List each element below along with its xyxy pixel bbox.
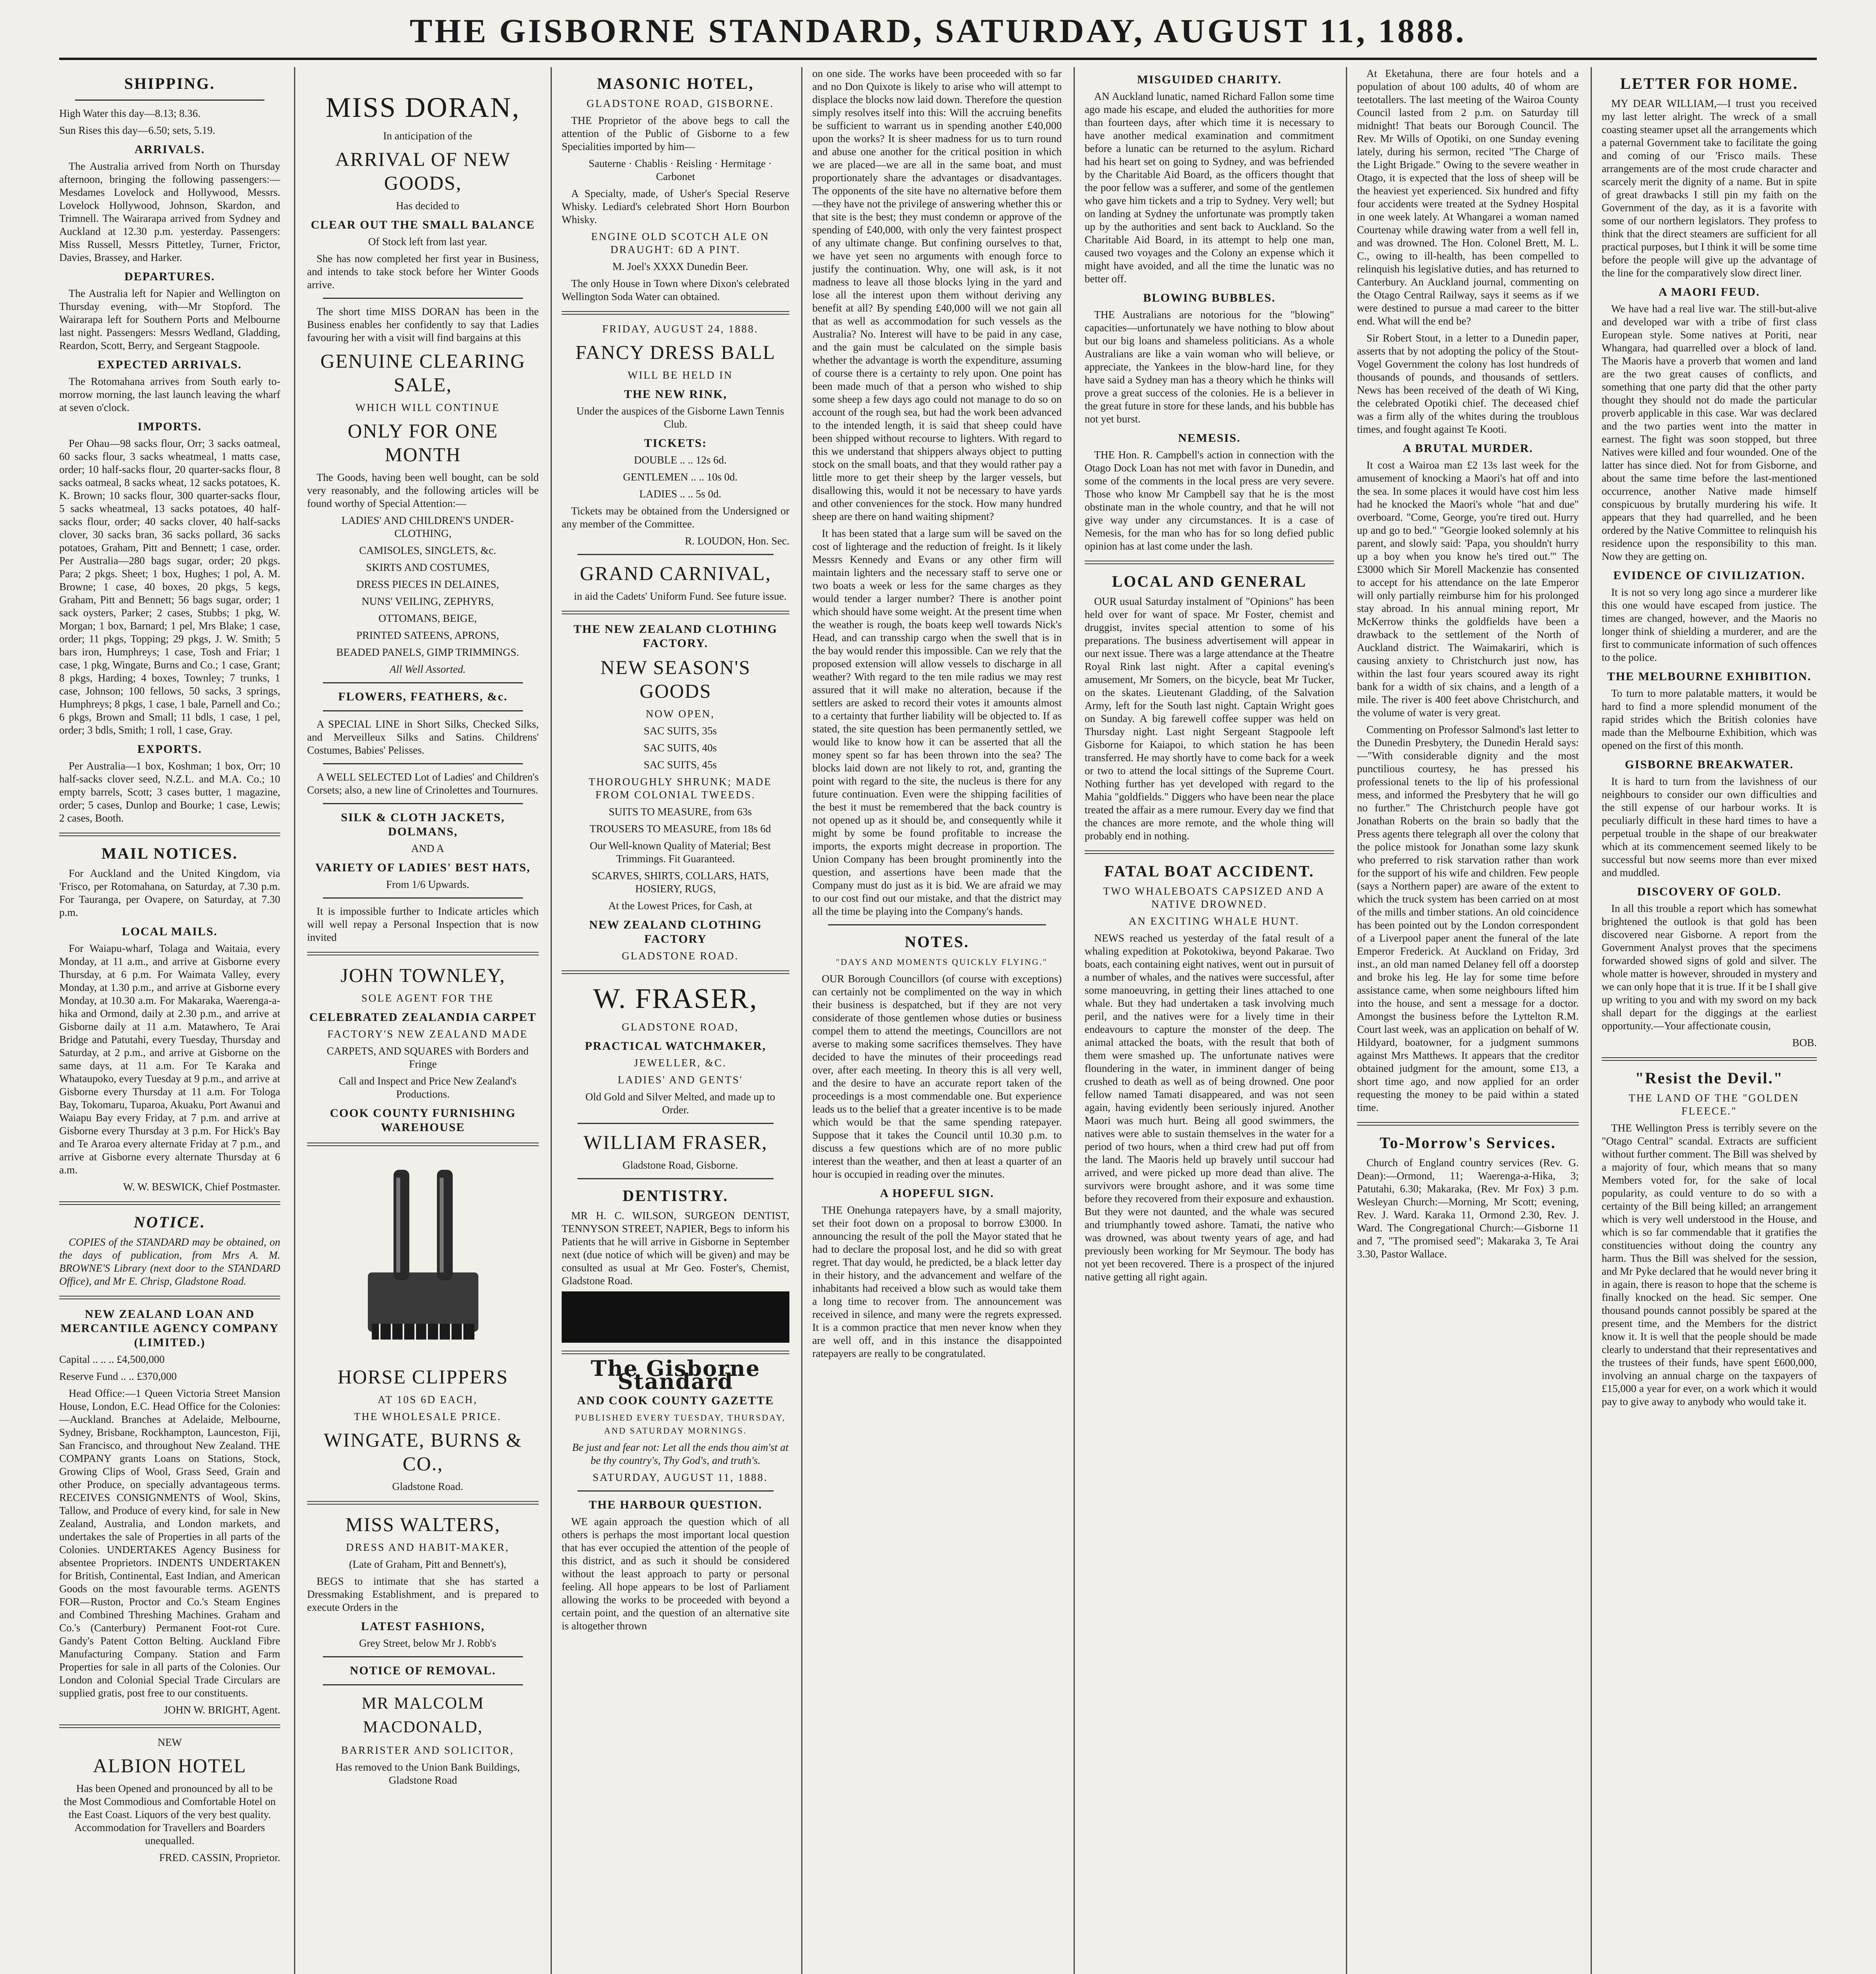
- postmaster-signature: W. W. BESWICK, Chief Postmaster.: [123, 1181, 280, 1193]
- trousers-line: TROUSERS TO MEASURE, from 18s 6d: [589, 823, 771, 835]
- masonic-text: THE Proprietor of the above begs to call the attention of the Public of Gisborne to a few Specialities imported by him—: [562, 114, 789, 152]
- item: DRESS PIECES IN DELAINES,: [356, 578, 499, 590]
- item: LADIES' AND CHILDREN'S UNDER-CLOTHING,: [341, 514, 514, 539]
- bright-signature: JOHN W. BRIGHT, Agent.: [163, 1704, 280, 1716]
- horse-price: AT 10S 6D EACH,: [377, 1394, 478, 1405]
- tweeds-line: THOROUGHLY SHRUNK; MADE FROM COLONIAL TWEEDS.: [588, 776, 772, 801]
- breakwater-text: It is hard to turn from the lavishness of our neighbours to consider our own difficulties and the still expense of our harbour works. It is peculiarly difficult in these hard times to have a perpetual trouble in the shape of our breakwater which at its commencement seemed likely to be successful but now seems more than ever mixed and muddled.: [1602, 775, 1817, 878]
- masonic-text: A Specialty, made, of Usher's Special Reserve Whisky. Lediard's celebrated Short Horn Bourbon Whisky.: [562, 188, 789, 225]
- divider: [577, 554, 774, 555]
- nzcf-heading: NEW ZEALAND CLOTHING FACTORY: [589, 918, 762, 946]
- bubbles-text: THE Australians are notorious for the "blowing" capacities—unfortunately we have nothing to blow about but our big loans and shameless politicians. As a whole Australians are like a vain woman who will believe, or appreciate, the Yankees in the blow-hard line, for they have said a Sydney man has a theory which he thinks will prove a great success of the colonies. He is a believer in the great future in store for these lands, and his bubble has not yet burst.: [1085, 309, 1334, 425]
- ball-line: WILL BE HELD IN: [628, 369, 733, 381]
- column-2: [294, 67, 539, 1974]
- walters-fashions: LATEST FASHIONS,: [361, 1620, 485, 1633]
- divider: [59, 1296, 280, 1299]
- loudon-signature: R. LOUDON, Hon. Sec.: [685, 535, 789, 547]
- doran-line: Of Stock left from last year.: [368, 236, 487, 248]
- divider: [1602, 1057, 1817, 1061]
- wine-list: Sauterne · Chablis · Reisling · Hermitage · Carbonet: [588, 158, 772, 182]
- divider: [562, 970, 789, 974]
- local-mails-text: For Waiapu-wharf, Tolaga and Waitaia, every Monday, at 11 a.m., and arrive at Gisborne every Thursday, at 6 p.m. For Waimata Valley, every Monday, at 1.30 p.m., and arrive at Gisborne every Monday, at 10.30 a.m. For Makaraka, Waerenga-a-hika and Ormond, daily at 2.30 p.m., and arrive at Gisborne daily at 11 a.m. Matawhero, Te Arai Bridge and Patutahi, every Tuesday, Thursday and Saturday, at 2 p.m., and arrive at Gisborne on the same days, at 11 a.m. For Te Karaka and Whataupoko, every Tuesday at 9 p.m., and arrive at Gisborne every Thursday at 11 a.m. For Tologa Bay, Tokomaru, Tuparoa, Akuaku, Port Awanui and Waiapu Bay every Friday, at 7 p.m. and arrive at Gisborne every Thursday at 3 p.m. For Hick's Bay and Te Araroa every alternate Friday at 7 p.m., and arrive at Gisborne every alternate Thursday at 6 a.m.: [59, 942, 280, 1176]
- fraser-heading: W. FRASER,: [593, 983, 758, 1014]
- devil-subheading: THE LAND OF THE "GOLDEN FLEECE.": [1629, 1092, 1799, 1117]
- column-3: [551, 67, 789, 1974]
- item: PRINTED SATEENS, APRONS,: [356, 629, 499, 641]
- townley-heading: JOHN TOWNLEY,: [340, 964, 506, 986]
- doran-text: She has now completed her first year in Business, and intends to take stock before her Winter Goods arrive.: [307, 253, 539, 291]
- letter-heading: LETTER FOR HOME.: [1620, 75, 1799, 92]
- divider: [59, 833, 280, 836]
- gold-text: In all this trouble a report which has somewhat brightened the outlook is that gold has been discovered near Gisborne. A report from the Government Analyst proves that the specimens forwarded showed signs of gold and silver. The whole matter is however, shrouded in mystery and we can only hope that it is true. If it be I shall give up writing to you and with my sword on my back shall depart for the diggings at the earliest opportunity.—Your affectionate cousin,: [1602, 903, 1817, 1032]
- divider: [828, 924, 1046, 925]
- item: SKIRTS AND COSTUMES,: [366, 561, 489, 573]
- published-line: PUBLISHED EVERY TUESDAY, THURSDAY, AND SATURDAY MORNINGS.: [575, 1413, 786, 1435]
- exports-text: Per Australia—1 box, Koshman; 1 box, Orr; 10 half-sacks clover seed, N.Z.L. and M.A. Co.; 10 empty barrels, Scott; 3 cases butter, 1 magazine, order; 5 cases, Dunlop and Bourke; 1 case, Lewis; 2 cases, Booth.: [59, 760, 280, 824]
- fraser-line: GLADSTONE ROAD,: [622, 1021, 739, 1033]
- nemesis-text: THE Hon. R. Campbell's action in connection with the Otago Dock Loan has not met with favor in Dunedin, and some of the comments in the local press are very severe. Those who know Mr Campbell say that he is the most obstinate man in the whole country, and that he will not give way under any circumstances. It is a case of Nemesis, for the man who has for so long defied public opinion has at last come under the lash.: [1085, 449, 1334, 552]
- fatal-heading: FATAL BOAT ACCIDENT.: [1104, 862, 1315, 880]
- departures-heading: DEPARTURES.: [124, 270, 215, 283]
- special-text: A SPECIAL LINE in Short Silks, Checked Silks, and Merveilleux Silks and Satins. Childrens' Costumes, Babies' Pelisses.: [307, 718, 539, 756]
- maori-heading: A MAORI FEUD.: [1659, 285, 1760, 298]
- doran-text: The Goods, having been well bought, can be sold very reasonably, and the following articles will be found worthy of Special Attention:—: [307, 471, 539, 509]
- notes-text: OUR Borough Councillors (of course with exceptions) can certainly not be complimented on the way in which their business is despatched, but if they are not very considerate of those gentlemen whose duties or business compel them to attend the meetings, Councillors are not averse to making some sacrifices themselves. They have decided to have the minutes of their proceedings read over, after each meeting. In theory this is all very well, and the desire to have an accurate report taken of the proceedings is a most commendable one. But experience leads us to the belief that a greater incentive is to be made which would be that the same spending ratepayer. Suppose that it takes the Council until 10.30 p.m. to discuss a few questions which are of no more public interest than the weather, and then at least a quarter of an hour is occupied in reading over the minutes.: [812, 973, 1062, 1180]
- suit-price: SAC SUITS, 35s: [643, 725, 717, 737]
- variety-heading: VARIETY OF LADIES' BEST HATS,: [315, 861, 531, 874]
- doran-text: The short time MISS DORAN has been in the Business enables her confidently to say that Ladies favouring her with a visit will find bargains at this: [307, 306, 539, 343]
- townley-line: Call and Inspect and Price New Zealand's Productions.: [339, 1075, 517, 1100]
- divider: [323, 1684, 523, 1685]
- notes-subheading: "DAYS AND MOMENTS QUICKLY FLYING.": [836, 957, 1048, 967]
- horse-wholesale: THE WHOLESALE PRICE.: [354, 1411, 502, 1422]
- fraser-line: PRACTICAL WATCHMAKER,: [585, 1040, 767, 1053]
- fraser-line: Old Gold and Silver Melted, and made up to Order.: [585, 1091, 775, 1116]
- divider: [323, 803, 523, 804]
- brutal-text: It cost a Wairoa man £2 13s last week for the amusement of knocking a Maori's hat off and into the sea. In some places it would have cost him less had he knocked the Maori's whole "hat and due" overboard. "Come, George, you're tired out. Hurry up and go to bed." "Georgie looked solemnly at his parent, and slowly said: 'Papa, you shouldn't hurry up a boy when you know he's tired out.'" The £3000 which Sir Morell Mackenzie has consented to accept for his attendance on the late Emperor will only partially reimburse him for his prolonged stay abroad. In his annual mining report, Mr McKerrow thinks the goldfields have been a drawback to the settlement of the North of Auckland district. The Waimakariri, which is causing anxiety to Christchurch just now, has within the last four years scoured away its right bank for a width of six chains, and a length of a mile. The river is 400 feet above Christchurch, and the volume of water is very great.: [1357, 459, 1579, 719]
- item: All Well Assorted.: [390, 663, 466, 675]
- exhibition-heading: THE MELBOURNE EXHIBITION.: [1607, 670, 1812, 683]
- news-text: Commenting on Professor Salmond's last letter to the Dunedin Presbytery, the Dunedin Herald says:—"With considerable dignity and the most punctilious courtesy, he has pressed his professional tenets to the lip of his professional mess, and informed the Presbytery that he will go no further." The Christchurch people have got Jonathan Roberts on the brain so badly that the Press agents there telegraph all over the colony that the police mistook for Jonathan some lazy skunk who preferred to risk starvation rather than work for the support of his wife and children. Few people (says a Northern paper) are aware of the extent to which the truck system has been carried on at most of the mills and timber stations. An old coincidence has been pointed out by the London correspondent of a Liverpool paper anent the funeral of the late Emperor Frederick. At Auckland on Friday, 3rd inst., an old man named Delaney fell off a doorstep and broke his leg. He lay for some time before assistance came, when some neighbours lifted him into the house, and sent a message for a doctor. Amongst the business before the Lyttelton R.M. Court last week, was an application on behalf of W. Hildyard, boatowner, for a judgment summons against Mrs Matthews. It appears that the creditor obtained judgment for the amount, some £13, a short time ago, and now applied for an order requesting the money to be paid within a stated time.: [1357, 724, 1579, 1113]
- divider: [562, 611, 789, 614]
- divider: [307, 952, 539, 955]
- expected-text: The Rotomahana arrives from South early to-morrow morning, the last launch leaving the wharf at seven o'clock.: [59, 375, 280, 413]
- divider: [562, 1351, 789, 1354]
- notice-heading: NOTICE.: [133, 1213, 206, 1231]
- divider: [323, 897, 523, 899]
- wingate-heading: WINGATE, BURNS & CO.,: [324, 1429, 522, 1475]
- bob-signature: BOB.: [1792, 1037, 1817, 1049]
- carnival-text: in aid the Cadets' Uniform Fund. See future issue.: [574, 590, 787, 602]
- masthead-rule: [59, 58, 1817, 60]
- masthead: THE GISBORNE STANDARD, SATURDAY, AUGUST 11, 1888.: [409, 12, 1467, 50]
- editorial-text: on one side. The works have been proceeded with so far and no Don Quixote is likely to arise who will attempt to displace the blocks now laid down. Therefore the question simply resolves itself into this: Will the accruing benefits be sufficient to warrant us in spending another £40,000 upon the works? It is sheer madness for us to turn round and abuse one another for the critical position in which we are placed—we are all in the same boat, and must proportionately share the advantages or disadvantages. The opponents of the site have no alternative before them—they have not the privilege of answering whether this or that site is the best; they must condemn or approve of the spending of £40,000, with only the very faintest prospect of any ultimate change. But confining ourselves to that, we have yet seen no arguments with enough force to justify the continuation. Why, one will ask, is it not madness to leave all those blocks lying in the yard and lose all the interest upon them without deriving any benefit at all? By spending £40,000 will we not gain all that as well as accommodation for such vessels as the Australia? No. Interest will have to be paid in any case, and the gain must be calculated on the simple basis whether the advantage is worth the expenditure, assuming of course there is a certainty to rely upon. One point has been made much of that a person who wished to ship some sheep a few days ago could not manage to do so on account of the rough sea, but had the work been advanced to the intended length, it is said that sheep could have been shipped without recourse to lighters. With regard to this we understand that shippers always object to putting stock on the small boats, and that they would rather pay a little more to get their sheep by the larger vessels, but disallowing this, would it not be necessary to have yards and other conveniences for the stock. How many hundred sheep are there on hand waiting shipment?: [812, 68, 1062, 522]
- impossible-text: It is impossible further to Indicate articles which will well repay a Personal Inspection that is now invited: [307, 905, 539, 943]
- albion-new: NEW: [157, 1736, 182, 1748]
- column-4: [801, 67, 1062, 1974]
- lot-text: A WELL SELECTED Lot of Ladies' and Children's Corsets; also, a new line of Crinolettes and Tournures.: [307, 771, 539, 796]
- nzloan-heading: NEW ZEALAND LOAN AND MERCANTILE AGENCY COMPANY (LIMITED.): [60, 1308, 279, 1349]
- masonic-address: GLADSTONE ROAD, GISBORNE.: [586, 98, 774, 109]
- divider: [577, 1123, 774, 1124]
- devil-heading: "Resist the Devil.": [1635, 1069, 1784, 1087]
- devil-text: THE Wellington Press is terribly severe on the "Otago Central" scandal. Extracts are sufficient without further comment. The Bill was shelved by a majority of four, which means that so many Members voted for, for the sake of local popularity, as could venture to do so with a certainty of the Bill being killed; an arrangement which is very well understood in the House, and which is so far commendable that it gratifies the constituencies without doing the country any harm. Thus the Bill was shelved for the session, and Mr Pyke declared that he would never bring it in again, there is reason to hope that the scheme is finally knocked on the head. Sic semper. One thousand pounds cannot possibly be spared at the present time, and the Members for the district know it. It is well that the people should be made clearly to understand that their representatives and the trustees of their funds, have spent £600,000, involving an annual charge on the taxpayers of £15,000 a year for ever, on a work which it would pay to give away to anybody who would take it.: [1602, 1122, 1817, 1407]
- doran-clear: CLEAR OUT THE SMALL BALANCE: [311, 218, 535, 231]
- harbour-text: WE again approach the question which of all others is perhaps the most important local question that has ever occupied the attention of the people of this district, and as such it should be considered without the least approach to party or personal feeling. All hope appears to be lost of Parliament allowing the works to be proceeded with beyond a certain point, and the question of an alternative site is altogether thrown: [562, 1516, 789, 1632]
- lowest-line: At the Lowest Prices, for Cash, at: [608, 900, 752, 912]
- hopeful-text: THE Onehunga ratepayers have, by a small majority, set their foot down on a proposal to borrow £3000. In announcing the result of the poll the Mayor stated that he had to declare the proposal lost, and he did so with great regret. That day would, he predicted, be a black letter day in their history, and the advancement and welfare of the inhabitants had received a blow such as would take them a long time to recover from. The announcement was received in silence, and many were the regrets expressed. It is a common practice that men never know when they are well off, and in this instance the disappointed ratepayers are really to be congratulated.: [812, 1204, 1062, 1359]
- doran-line: In anticipation of the: [383, 130, 472, 142]
- divider: [1085, 561, 1334, 564]
- and-line: AND A: [411, 843, 444, 854]
- local-general-text: OUR usual Saturday instalment of "Opinions" has been held over for want of space. Mr Foster, chemist and druggist, invites special attention to some of his preparations. The business advertisement will appear in our next issue. There was a large attendance at the Theatre Royal Rink last night. After a capital evening's amusement, Mr Somers, on the bicycle, beat Mr Tucker, on the skates. Lieutenant Gladding, of the Salvation Army, left for the South last night. Captain Wright goes on Sunday. A big farewell coffee supper was held on Thursday night. Last night Sergeant Stagpoole left Gisborne for Kaiapoi, to which station he has been transferred. He may shortly have to come back for a week or two to attend the local sittings of the Supreme Court. Nothing further has yet developed with regard to the Mahia "goldfields." Diggers who have been near the place treated the affair as a mere rumour. Every day we find that the chances are more remote, and the whole thing will probably end in nothing.: [1085, 595, 1334, 842]
- maori-text: We have had a real live war. The still-but-alive and developed war with a tribe of first class European style. Some natives at Poriti, near Whangara, had quarrelled over a block of land. The Maoris have a proverb that women and land are the two great causes of conflicts, and something that one party did that the other party thought they should not do made the particular proverb applicable in this case. War was declared and the two parties went into the matter in earnest. The fight was soon stopped, but three Natives were killed and four wounded. One of the latter has since died. Not for from Gisborne, and about the same time before the last-mentioned occurrence, another Native made himself conspicuous by brutally murdering his wife. It appears that they had quarrelled, and he been ordered by the Native Committee to relinquish his residence upon the responsibility to this man. Now they are getting on.: [1602, 303, 1817, 562]
- divider: [323, 682, 523, 683]
- exhibition-text: To turn to more palatable matters, it would be hard to find a more splendid monument of the rapid strides which the British colonies have made than the Melbourne Exhibition, which was opened on the first of this month.: [1602, 687, 1817, 751]
- ball-line: Under the auspices of the Gisborne Lawn Tennis Club.: [576, 405, 784, 430]
- brutal-heading: A BRUTAL MURDER.: [1402, 442, 1533, 455]
- harbour-heading: THE HARBOUR QUESTION.: [588, 1498, 763, 1511]
- issue-date: SATURDAY, AUGUST 11, 1888.: [592, 1471, 768, 1483]
- capital-line: Capital .. .. .. £4,500,000: [59, 1353, 165, 1365]
- notice-text: COPIES of the STANDARD may be obtained, on the days of publication, from Mrs A. M. BROWNE'S Library (next door to the STANDARD Office), and Mr E. Chrisp, Gladstone Road.: [59, 1236, 280, 1287]
- masonic-text: M. Joel's XXXX Dunedin Beer.: [612, 261, 748, 272]
- divider: [323, 710, 523, 711]
- divider: [307, 1501, 539, 1505]
- fancy-ball-heading: FANCY DRESS BALL: [575, 341, 776, 363]
- walters-address: Grey Street, below Mr J. Robb's: [359, 1637, 497, 1649]
- hopeful-heading: A HOPEFUL SIGN.: [880, 1187, 994, 1200]
- breakwater-heading: GISBORNE BREAKWATER.: [1625, 758, 1794, 771]
- item: CAMISOLES, SINGLETS, &c.: [359, 544, 497, 556]
- gold-heading: DISCOVERY OF GOLD.: [1637, 885, 1782, 898]
- item: NUNS' VEILING, ZEPHYRS,: [362, 595, 494, 607]
- divider: [323, 298, 523, 299]
- mail-heading: MAIL NOTICES.: [101, 844, 238, 862]
- fraser-line: JEWELLER, &C.: [634, 1057, 727, 1069]
- silk-heading: SILK & CLOTH JACKETS, DOLMANS,: [341, 811, 505, 838]
- tide-line-1: High Water this day—8.13; 8.36.: [59, 107, 201, 119]
- column-7: [1591, 67, 1817, 1974]
- divider: [59, 1724, 280, 1728]
- nzcf-address: GLADSTONE ROAD.: [622, 950, 739, 962]
- divider: [323, 1656, 523, 1657]
- exports-heading: EXPORTS.: [137, 743, 202, 756]
- masonic-heading: MASONIC HOTEL,: [597, 75, 754, 92]
- local-mails-heading: LOCAL MAILS.: [122, 925, 218, 938]
- motto: Be just and fear not: Let all the ends thou aim'st at be thy country's, Thy God's, and truth's.: [572, 1441, 789, 1466]
- tickets-text: Tickets may be obtained from the Undersigned or any member of the Committee.: [562, 505, 789, 530]
- services-text: Church of England country services (Rev. G. Dean):—Ormond, 11; Waerenga-a-Hika, 3; Patutahi, 6.30; Makaraka, (Rev. Mr Fox) 3 p.m. Wesleyan Church:—Morning, Mr Scott; evening, Rev. J. Ward. Karaka 11, Ormond 2.30, Rev. J. Ward. The Congregational Church:—Gisborne 11 and 7, "The promised seed"; Makaraka 3, Te Arai 3.30, Pastor Wallace.: [1357, 1157, 1579, 1260]
- column-1: [59, 67, 280, 1974]
- fatal-subheading: AN EXCITING WHALE HUNT.: [1128, 915, 1300, 927]
- townley-line: COOK COUNTY FURNISHING WAREHOUSE: [330, 1107, 516, 1134]
- misguided-text: AN Auckland lunatic, named Richard Fallon some time ago made his escape, and eluded the authorities for more than fourteen days, after which time it is necessary to have another medical examination and commitment before a lunatic can be returned to the asylum. Richard had his heart set on going to Sydney, and was befriended by the Charitable Aid Board, as the officers thought that the poor fellow was a sufferer, and some of the gentlemen who gave him tickets and a trip to Sydney. Very well; but on landing at Sydney the unfortunate was promptly taken up by the authorities and sent back to Auckland. So the Charitable Aid Board, in its attempt to help one man, caused two voyages and the Colony an expense which it might have avoided, and all the time the lunatic was no better off.: [1085, 90, 1334, 285]
- news-text: At Eketahuna, there are four hotels and a population of about 100 adults, 40 of whom are teetotallers. The last meeting of the Wairoa County Council lasted from 2 p.m. on Saturday till midnight! That beats our Borough Council. The Rev. Mr Wills of Opotiki, on one Sunday evening lately, during his sermon, recited "The Charge of the Light Brigade." Owing to the severe weather in Otago, it is expected that the loss of sheep will be the heaviest yet experienced. Six hundred and fifty four accidents were treated at the Sydney Hospital in one week lately. At Whangarei a woman named Courtenay while drawing water from a well fell in, and was drowned. The Hon. Colonel Brett, M. L. C., owing to ill-health, has been compelled to relinquish his legislative duties, and has returned to Canterbury. An Auckland journal, commenting on the Otago Central Railway, says it seems as if we were destined to pursue a mad career to the bitter end. What will the end be?: [1357, 68, 1579, 327]
- townley-line: FACTORY'S NEW ZEALAND MADE: [327, 1028, 528, 1040]
- walters-line: (Late of Graham, Pitt and Bennett's),: [349, 1558, 506, 1570]
- nzloan-text: Head Office:—1 Queen Victoria Street Mansion House, London, E.C. Head Office for the Colonies:—Auckland. Branches at Adelaide, Melbourne, Sydney, Brisbane, Rockhampton, Launceston, Fiji, San Francisco, and throughout New Zealand. THE COMPANY grants Loans on Stations, Stock, Growing Clips of Wool, Grass Seed, Grain and other Produce, on specially advantageous terms. RECEIVES CONSIGNMENTS of Wool, Skins, Tallow, and Produce of every kind, for sale in New Zealand, Australia, and London markets, and undertakes the sale of Properties in all parts of the Colonies. UNDERTAKES Agency Business for absentee Proprietors. INDENTS UNDERTAKEN for British, Continental, East Indian, and American Goods on the most favourable terms. AGENTS FOR—Ruston, Proctor and Co.'s Steam Engines and Combined Threshing Machines. Graham and Co.'s (Canterbury) Permanent Foot-rot Cure. Gandy's Patent Cotton Belting. Auckland Fibre Manufacturing Company. Station and Farm Properties for sale in all parts of the Colonies. Our London and Colonial Special Trade Circulars are supplied gratis, post free to our constituents.: [59, 1387, 280, 1699]
- shipping-heading: SHIPPING.: [124, 75, 216, 92]
- horse-clipper-illustration: [320, 1154, 526, 1359]
- clearing-sale: GENUINE CLEARING SALE,: [320, 350, 526, 396]
- continue-line: WHICH WILL CONTINUE: [355, 402, 500, 413]
- ball-date: FRIDAY, AUGUST 24, 1888.: [602, 323, 759, 335]
- macdonald-line: BARRISTER AND SOLICITOR,: [341, 1744, 514, 1756]
- masonic-text: The only House in Town where Dixon's celebrated Wellington Soda Water can obtained.: [562, 278, 789, 302]
- divider: [1085, 850, 1334, 854]
- fatal-subheading: TWO WHALEBOATS CAPSIZED AND A NATIVE DROWNED.: [1103, 885, 1325, 910]
- services-heading: To-Morrow's Services.: [1379, 1134, 1556, 1152]
- expected-heading: EXPECTED ARRIVALS.: [97, 358, 242, 371]
- bubbles-heading: BLOWING BUBBLES.: [1143, 291, 1276, 304]
- imports-heading: IMPORTS.: [137, 420, 202, 433]
- upwards-line: From 1/6 Upwards.: [386, 878, 469, 890]
- divider: [59, 1201, 280, 1205]
- divider: [307, 1143, 539, 1146]
- local-general-heading: LOCAL AND GENERAL: [1112, 572, 1307, 590]
- dentistry-heading: DENTISTRY.: [622, 1187, 729, 1205]
- measure-line: SUITS TO MEASURE, from 63s: [609, 806, 752, 818]
- cassin-signature: FRED. CASSIN, Proprietor.: [159, 1852, 280, 1863]
- paper-title: The Gisborne Standard: [590, 1356, 761, 1394]
- evidence-text: It is not so very long ago since a murderer like this one would have escaped from justice. The times are changed, however, and the Maoris no longer think of shielding a murderer, and are the first to communicate information of such offences to the police.: [1602, 586, 1817, 663]
- mail-text: For Auckland and the United Kingdom, via 'Frisco, per Rotomahana, on Saturday, at 7.30 p.m. For Tauranga, per Ovapere, on Saturday, at 7.30 p.m.: [59, 867, 280, 918]
- doran-heading: MISS DORAN,: [325, 92, 521, 123]
- albion-text: Has been Opened and pronounced by all to be the Most Commodious and Comfortable Hotel on the East Coast. Liquors of the very best quality. Accommodation for Travellers and Boarders unequalled.: [64, 1783, 276, 1846]
- wilson-text: MR H. C. WILSON, SURGEON DENTIST, TENNYSON STREET, NAPIER, Begs to inform his Patients that he will arrive in Gisborne in September next (due notice of which will be given) and may be consulted as usual at Mr Geo. Foster's, Chemist, Gladstone Road.: [562, 1210, 789, 1287]
- wfraser-address: Gladstone Road, Gisborne.: [622, 1159, 738, 1171]
- townley-line: SOLE AGENT FOR THE: [361, 992, 494, 1004]
- albion-heading: ALBION HOTEL: [93, 1754, 247, 1777]
- notes-heading: NOTES.: [905, 933, 969, 951]
- misguided-heading: MISGUIDED CHARITY.: [1137, 73, 1282, 86]
- carnival-heading: GRAND CARNIVAL,: [580, 562, 771, 584]
- item: OTTOMANS, BEIGE,: [378, 612, 477, 624]
- quality-line: Our Well-known Quality of Material; Best Trimmings. Fit Guaranteed.: [590, 840, 771, 865]
- walters-line: DRESS AND HABIT-MAKER,: [346, 1541, 510, 1553]
- now-open: NOW OPEN,: [646, 708, 715, 720]
- wingate-address: Gladstone Road.: [392, 1480, 463, 1492]
- doran-line: Has decided to: [396, 200, 459, 212]
- imports-text: Per Ohau—98 sacks flour, Orr; 3 sacks oatmeal, 60 sacks flour, 3 sacks wheatmeal, 1 matts case, order; 10 half-sacks flour, 20 quarter-sacks flour, 8 sacks oatmeal, 8 sacks wheat, 12 sacks potatoes, K. K. Brown; 10 sacks flour, 300 quarter-sacks flour, 5 sacks wheatmeal, 13 sacks potatoes, 40 half-sacks flour, order; 40 sacks clover, 40 half-sacks clover, 30 sacks bran, 36 sacks pollard, 36 sacks potatoes, Graham, Pitt and Bennett; 1 case, order. Per Australia—280 bags sugar, order; 20 pkgs. Para; 2 pkgs. Sheet; 1 box, Hughes; 1 pol, A. M. Browne; 1 case, 40 boxes, 20 pkgs, 5 kegs, Graham, Pitt and Bennett; 56 bags sugar, order; 1 sack oysters, Parker; 2 cases, Stubbs; 1 pkg, W. Morgan; 1 box, Barnard; 1 pel, Mrs Blake; 1 case, order; 11 pkgs, Topping; 29 pkgs, J. W. Smith; 5 bars iron, Humphreys; 1 case, Tosh and Friar; 1 case, 1 pkg, Wingate, Burns and Co.; 1 case, Grant; 8 pkgs, Harding; 4 boxes, Townley; 7 trunks, 1 case, Johnson; 100 fellows, 50 sacks, 3 springs, Humphreys; 8 pkgs, 1 case, 1 bale, Parnell and Co.; 6 pkgs, Brown and Small; 11 bdls, 1 case, 1 pel, order; 3 bdls, Smith; 1 roll, 1 case, Gray.: [59, 437, 280, 736]
- wfraser-heading: WILLIAM FRASER,: [583, 1131, 768, 1153]
- walters-heading: MISS WALTERS,: [345, 1513, 500, 1535]
- one-month: ONLY FOR ONE MONTH: [347, 420, 499, 465]
- removal-heading: NOTICE OF REMOVAL.: [350, 1664, 496, 1677]
- masonic-text: ENGINE OLD SCOTCH ALE ON DRAUGHT: 6D A PINT.: [591, 231, 770, 255]
- ticket-price: DOUBLE .. .. 12s 6d.: [634, 454, 727, 466]
- fraser-line: LADIES' AND GENTS': [617, 1074, 743, 1086]
- divider: [577, 1178, 774, 1179]
- paper-subtitle: AND COOK COUNTY GAZETTE: [577, 1394, 774, 1407]
- ball-venue: THE NEW RINK,: [624, 388, 727, 401]
- letter-text: MY DEAR WILLIAM,—I trust you received my last letter alright. The wreck of a small coasting steamer upset all the arrangements which a paternal Government take to facilitate the going and coming of our 'Frisco mails. These arrangements are of the most crude character and scarcely merit the dignity of a name. But in spite of great drawbacks I still pin my faith on the Government of the day, as it is a favorite with some of our northern legislators. They profess to think that the direct steamers are sufficient for all practical purposes, but I think it will be some time before the people will give up the advantage of the line for the comparatively slow direct liner.: [1602, 98, 1817, 279]
- arrivals-text: The Australia arrived from North on Thursday afternoon, bringing the following passengers:—Mesdames Lovelock and Hollywood, Messrs. Lovelock Hollywood, Johnson, Skardon, and Trimnell. The Wairarapa arrived from Sydney and Auckland at 12.30 p.m. yesterday. Passengers: Miss Russell, Messrs Pittetley, Turner, Frictor, Davies, Brassey, and Harker.: [59, 160, 280, 263]
- flowers-heading: FLOWERS, FEATHERS, &c.: [338, 690, 508, 703]
- horse-clippers-heading: HORSE CLIPPERS: [337, 1366, 508, 1388]
- news-text: Sir Robert Stout, in a letter to a Dunedin paper, asserts that by not adopting the policy of the Stout-Vogel Government the colony has lost hundreds of thousands of pounds, and thousands of settlers. News has been received of the death of Wi King, the celebrated Opotiki chief. The deceased chief was a firm ally of the whites during the troublous times, and fought against Te Kooti.: [1357, 332, 1579, 435]
- departures-text: The Australia left for Napier and Wellington on Thursday evening, with—Mr Stopford. The Wairarapa left for Southern Ports and Melbourne last night. Passengers: Messrs Wedland, Gladding, Reardon, Scott, Berry, and Sergeant Stagpoole.: [59, 287, 280, 351]
- suit-price: SAC SUITS, 45s: [643, 759, 717, 771]
- nemesis-heading: NEMESIS.: [1178, 432, 1241, 445]
- divider: [75, 99, 264, 101]
- item: BEADED PANELS, GIMP TRIMMINGS.: [336, 646, 519, 658]
- suit-price: SAC SUITS, 40s: [643, 742, 717, 754]
- column-5: [1074, 67, 1334, 1974]
- doran-arrival: ARRIVAL OF NEW GOODS,: [335, 148, 511, 194]
- scarves-line: SCARVES, SHIRTS, COLLARS, HATS, HOSIERY, RUGS,: [592, 870, 769, 895]
- printed-blot: [562, 1291, 789, 1343]
- walters-text: BEGS to intimate that she has started a Dressmaking Establishment, and is prepared to execute Orders in the: [307, 1575, 539, 1613]
- townley-line: CARPETS, AND SQUARES with Borders and Fringe: [326, 1045, 529, 1070]
- reserve-line: Reserve Fund .. .. £370,000: [59, 1370, 177, 1382]
- fatal-text: NEWS reached us yesterday of the fatal result of a whaling expedition at Pokotokiwa, beyond Pakarae. Two boats, each containing eight natives, went out in pursuit of a number of whales, and the natives were successful, after some manoeuvring, in getting their lines attached to one whale. But they had undertaken a task involving much peril, and the natives were for a lively time in their endeavours to capture the monster of the deep. The animal attacked the boats, with the result that both of them were smashed up. The unfortunate natives were floundering in the water, in imminent danger of being crushed to death as well as of being drowned. One poor fellow named Tamati disappeared, and was not seen again, having evidently been seriously injured. Another Maori was much hurt. Being all good swimmers, the natives were able to sustain themselves in the water for a period of two hours, when a third crew had put off from the land. The Maoris held up bravely until succour had arrived, and were picked up more dead than alive. The survivors were brought ashore, and it was some time before they recovered from their exposure and exhaustion. But they were not daunted, and the whale was secured and triumphantly towed ashore. Tamati, the native who was drowned, was about twenty years of age, and had previously been working for Mr Seymour. The body has not yet been recovered. There is a prospect of the injured native getting all right again.: [1085, 932, 1334, 1283]
- tide-line-2: Sun Rises this day—6.50; sets, 5.19.: [59, 124, 216, 136]
- macdonald-line: Has removed to the Union Bank Buildings, Gladstone Road: [335, 1761, 520, 1786]
- new-season-heading: NEW SEASON'S GOODS: [600, 656, 751, 702]
- macdonald-heading: MR MALCOLM MACDONALD,: [362, 1694, 484, 1736]
- arrivals-heading: ARRIVALS.: [134, 143, 205, 156]
- column-6: [1346, 67, 1579, 1974]
- tickets-heading: TICKETS:: [644, 437, 707, 450]
- townley-line: CELEBRATED ZEALANDIA CARPET: [309, 1011, 537, 1024]
- divider: [323, 763, 523, 764]
- divider: [562, 311, 789, 315]
- ticket-price: GENTLEMEN .. .. 10s 0d.: [623, 471, 738, 483]
- evidence-heading: EVIDENCE OF CIVILIZATION.: [1613, 569, 1805, 582]
- divider: [1357, 1122, 1579, 1126]
- factory-heading: THE NEW ZEALAND CLOTHING FACTORY.: [573, 623, 778, 650]
- ticket-price: LADIES .. .. 5s 0d.: [639, 488, 722, 500]
- divider: [577, 1490, 774, 1492]
- editorial-text: It has been stated that a large sum will be saved on the cost of lighterage and the reduction of freight. Is it likely Messrs Kennedy and Evans or any other firm will maintain lighters and the necessary staff to serve one or two boats a week or less for the same charges as they would tender a larger number? There is another point which should have some weight. At the present time when the weather is rough, the boats keep well towards Nick's Head, and can transship cargo when the swell that is in the bay would render this impossible. Can we rely that the proposed extension will allow vessels to discharge in all weather? With regard to the ten mile radius we may rest assured that it will make no alteration, because if the settlers are asked to record their votes it amounts almost to a certainty that further liability will be objected to. If as stated, the site question has been permanently settled, we would like to know how it can be asserted that all the money spent so far has been thrown into the sea? The blocks laid down are not likely to rot, and, granting the point with regard to the site, the nucleus is there for any future continuation. Even were the shipping facilities of the best it must be remembered that the back country is not opened up as it should be, and consequently while it might by some be found profitable to increase the imports, the exports might decrease in proportion. The Union Company has been brought prominently into the question, and assertions have been made that the Company must do just as it is bid. We are afraid we may to our cost find out our mistake, and that the district may all the time be playing into the Company's hands.: [812, 527, 1062, 917]
